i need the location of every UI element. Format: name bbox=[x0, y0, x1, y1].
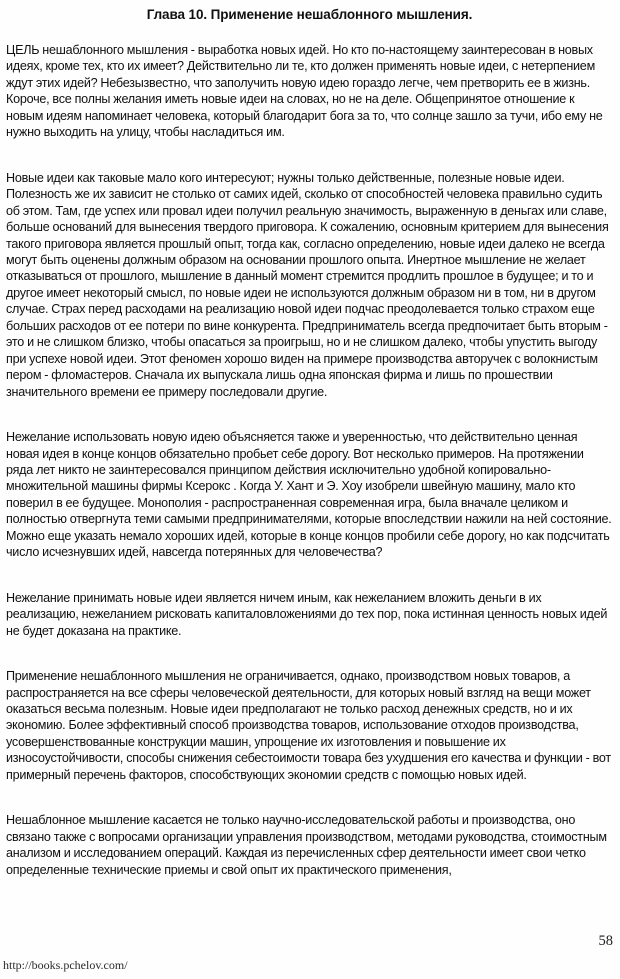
paragraph-5: Применение нешаблонного мышления не ограничивается, однако, производством новых товаров, а распространяется на все сферы человеческой деятельности, для которых новый взгляд на вещи может оказаться весьма полезным. Новые идеи предполагают не только расход денежных средств, но и их экономию. Более эффективный способ производства товаров, использование отходов производства, усовершенствованные конструкции машин, упрощение их изготовления и повышение их износоустойчивости, способы снижения себестоимости товара без ухудшения его качества и функции - вот примерный перечень факторов, способствующих экономии средств с помощью новых идей. bbox=[6, 669, 611, 782]
paragraph-3: Нежелание использовать новую идею объясняется также и уверенностью, что действительно ценная новая идея в конце концов обязательно пробьет себе дорогу. Вот несколько примеров. На протяжении ряда лет никто не заинтересовался принципом действия исключительно удобной копировально-множительной машины фирмы Ксерокс . Когда У. Хант и Э. Хоу изобрели швейную машину, мало кто поверил в ее будущее. Монополия - распространенная современная игра, была вначале целиком и полностью отвергнута теми самыми предпринимателями, которые впоследствии нажили на ней состояние. Можно еще указать немало хороших идей, которые в конце концов пробили себе дорогу, но как подсчитать число исчезнувших идей, навсегда потерянных для человечества? bbox=[6, 430, 612, 560]
paragraph-1: ЦЕЛЬ нешаблонного мышления - выработка новых идей. Но кто по-настоящему заинтересован в новых идеях, кроме тех, кто их имеет? Действительно ли те, кто должен применять новые идеи, с нетерпением ждут этих идей? Небезызвестно, что заполучить новую идею гораздо легче, чем претворить ее в жизнь. Короче, все полны желания иметь новые идеи на словах, но не на деле. Общепринятое отношение к новым идеям напоминает человека, который благодарит бога за то, что солнце зашло за тучи, ибо ему не нужно выходить на улицу, чтобы насладиться им. bbox=[6, 43, 603, 140]
paragraph-2: Новые идеи как таковые мало кого интересуют; нужны только действенные, полезные новые идеи. Полезность же их зависит не столько от самих идей, сколько от способностей человека правильно судить об этом. Там, где успех или провал идеи получил реальную значимость, выраженную в деньгах или славе, больше оснований для вынесения твердого приговора. К сожалению, основным критерием для вынесения такого приговора является прошлый опыт, тогда как, согласно определению, новые идеи далеко не всегда могут быть оценены должным образом на основании прошлого опыта. Инертное мышление не желает отказываться от прошлого, мышление в данный момент стремится продлить прошлое в будущее; и то и другое имеет некоторый смысл, по новые идеи не используются должным образом ни в том, ни в другом случае. Страх перед расходами на реализацию новой идеи подчас преодолевается только страхом еще больших расходов от ее потери по вине конкурента. Предприниматель всегда предпочитает быть вторым - это и не слишком близко, чтобы опасаться за проигрыш, но и не слишком далеко, чтобы упустить выгоду при успехе новой идеи. Этот феномен хорошо виден на примере производства авторучек с волокнистым пером - фломастеров. Сначала их выпускала лишь одна японская фирма и лишь по прошествии значительного времени ее примеру последовали другие. bbox=[6, 170, 609, 399]
page-number: 58 bbox=[598, 933, 613, 949]
source-url: http://books.pchelov.com/ bbox=[3, 958, 128, 972]
chapter-title: Глава 10. Применение нешаблонного мышления. bbox=[146, 7, 473, 22]
paragraph-4: Нежелание принимать новые идеи является ничем иным, как нежеланием вложить деньги в их реализацию, нежеланием рисковать капиталовложениями до тех пор, пока истинная ценность новых идей не будет доказана на практике. bbox=[6, 590, 608, 638]
paragraph-6: Нешаблонное мышление касается не только научно-исследовательской работы и производства, оно связано также с вопросами организации управления производством, методами руководства, стоимостным анализом и исследованием операций. Каждая из перечисленных сфер деятельности имеет свои четко определенные технические приемы и свой опыт их практического применения, bbox=[6, 813, 607, 877]
